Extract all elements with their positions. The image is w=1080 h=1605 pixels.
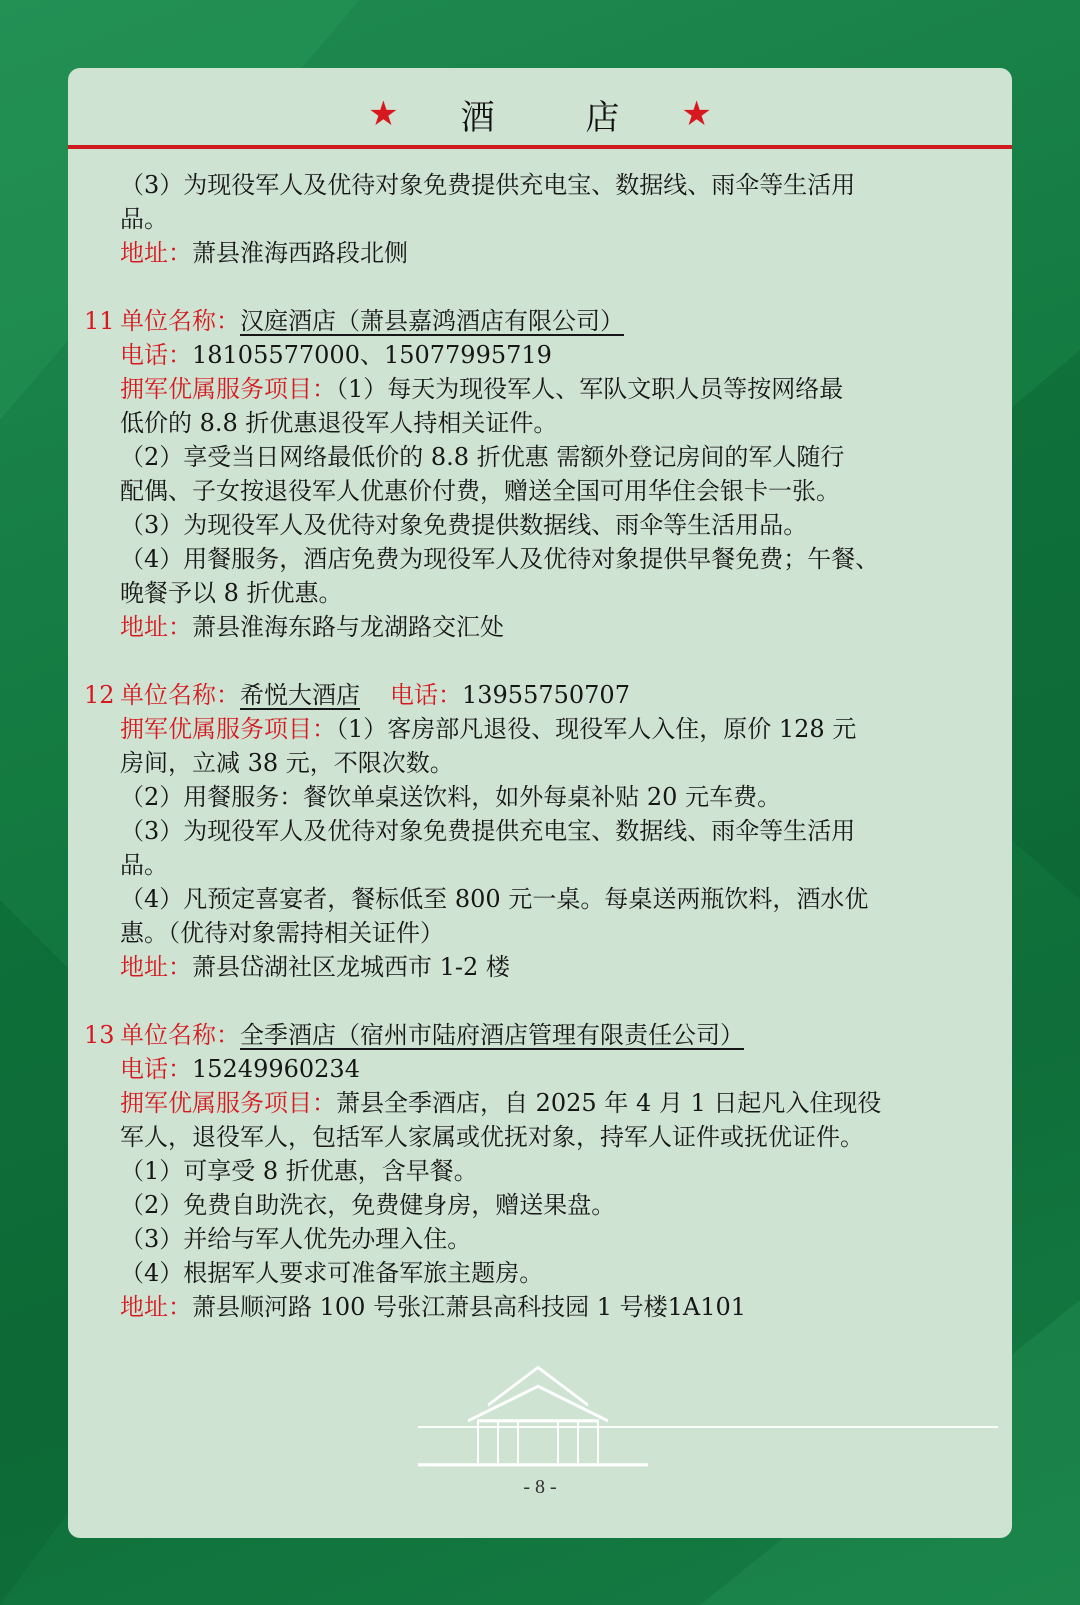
service-line: （3）为现役军人及优待对象免费提供数据线、雨伞等生活用品。 — [120, 511, 808, 539]
service-line: （4）根据军人要求可准备军旅主题房。 — [120, 1259, 544, 1287]
address-value: 萧县顺河路 100 号张江萧县高科技园 1 号楼1A101 — [192, 1293, 747, 1321]
phone-label: 电话： — [120, 341, 192, 369]
star-icon: ★ — [681, 94, 712, 134]
address-value: 萧县岱湖社区龙城西市 1-2 楼 — [192, 953, 510, 981]
intro-item-line: 品。 — [120, 205, 168, 233]
service-row — [120, 372, 990, 406]
intro-item-line: （3）为现役军人及优待对象免费提供充电宝、数据线、雨伞等生活用 — [120, 171, 856, 199]
entry-name-row — [84, 678, 990, 712]
phone-label: 电话： — [390, 681, 462, 709]
service-line: 配偶、子女按退役军人优惠价付费，赠送全国可用华住会银卡一张。 — [120, 477, 840, 505]
address-row — [120, 610, 990, 644]
service-line: 军人，退役军人，包括军人家属或优抚对象，持军人证件或抚优证件。 — [120, 1123, 864, 1151]
address-value: 萧县淮海东路与龙湖路交汇处 — [192, 613, 504, 641]
service-line: （2）享受当日网络最低价的 8.8 折优惠 需额外登记房间的军人随行 — [120, 443, 845, 471]
phone-row — [120, 1052, 990, 1086]
page-number: - 8 - — [523, 1476, 557, 1498]
hotel-list — [84, 168, 990, 1324]
content-panel — [68, 68, 1012, 1538]
service-line: （3）为现役军人及优待对象免费提供充电宝、数据线、雨伞等生活用 — [120, 817, 856, 845]
footer-divider — [418, 1426, 998, 1428]
phone-value: 13955750707 — [462, 681, 630, 709]
section-header — [68, 68, 1012, 146]
service-label: 拥军优属服务项目： — [120, 715, 336, 743]
service-line: 品。 — [120, 851, 168, 879]
hotel-name: 希悦大酒店 — [240, 681, 360, 709]
address-label: 地址： — [120, 239, 192, 267]
service-line: （3）并给与军人优先办理入住。 — [120, 1225, 472, 1253]
service-text: 萧县全季酒店，自 2025 年 4 月 1 日起凡入住现役 — [336, 1089, 882, 1117]
entry-number: 12 — [84, 681, 115, 709]
section-title: 酒 店 — [460, 97, 660, 138]
address-label: 地址： — [120, 953, 192, 981]
service-text: （1）客房部凡退役、现役军人入住，原价 128 元 — [336, 715, 857, 743]
service-line: （4）用餐服务，酒店免费为现役军人及优待对象提供早餐免费；午餐、 — [120, 545, 880, 573]
phone-row — [120, 338, 990, 372]
name-label: 单位名称： — [120, 681, 240, 709]
entry-number: 11 — [84, 307, 115, 335]
tiananmen-icon — [68, 1358, 1012, 1468]
hotel-name: 全季酒店（宿州市陆府酒店管理有限责任公司） — [240, 1021, 744, 1049]
service-line: （1）可享受 8 折优惠，含早餐。 — [120, 1157, 478, 1185]
service-label: 拥军优属服务项目： — [120, 375, 336, 403]
hotel-name: 汉庭酒店（萧县嘉鸿酒店有限公司） — [240, 307, 624, 335]
service-line: 房间，立减 38 元，不限次数。 — [120, 749, 454, 777]
phone-value: 18105577000、15077995719 — [192, 341, 552, 369]
address-label: 地址： — [120, 613, 192, 641]
address-label: 地址： — [120, 1293, 192, 1321]
service-line: （4）凡预定喜宴者，餐标低至 800 元一桌。每桌送两瓶饮料，酒水优 — [120, 885, 869, 913]
service-line: （2）用餐服务：餐饮单桌送饮料，如外每桌补贴 20 元车费。 — [120, 783, 782, 811]
phone-value: 15249960234 — [192, 1055, 360, 1083]
service-line: 低价的 8.8 折优惠退役军人持相关证件。 — [120, 409, 558, 437]
service-line: 惠。（优待对象需持相关证件） — [120, 919, 444, 947]
entry-number: 13 — [84, 1021, 115, 1049]
service-row — [120, 1086, 990, 1120]
phone-label: 电话： — [120, 1055, 192, 1083]
entry-name-row — [84, 304, 990, 338]
address-row — [120, 1290, 990, 1324]
service-row — [120, 712, 990, 746]
name-label: 单位名称： — [120, 1021, 240, 1049]
service-text: （1）每天为现役军人、军队文职人员等按网络最 — [336, 375, 844, 403]
star-icon: ★ — [368, 94, 399, 134]
service-label: 拥军优属服务项目： — [120, 1089, 336, 1117]
address-value: 萧县淮海西路段北侧 — [192, 239, 408, 267]
intro-address-row — [120, 236, 990, 270]
service-line: （2）免费自助洗衣，免费健身房，赠送果盘。 — [120, 1191, 616, 1219]
name-label: 单位名称： — [120, 307, 240, 335]
entry-name-row — [84, 1018, 990, 1052]
address-row — [120, 950, 990, 984]
header-divider — [68, 145, 1012, 149]
service-line: 晚餐予以 8 折优惠。 — [120, 579, 343, 607]
